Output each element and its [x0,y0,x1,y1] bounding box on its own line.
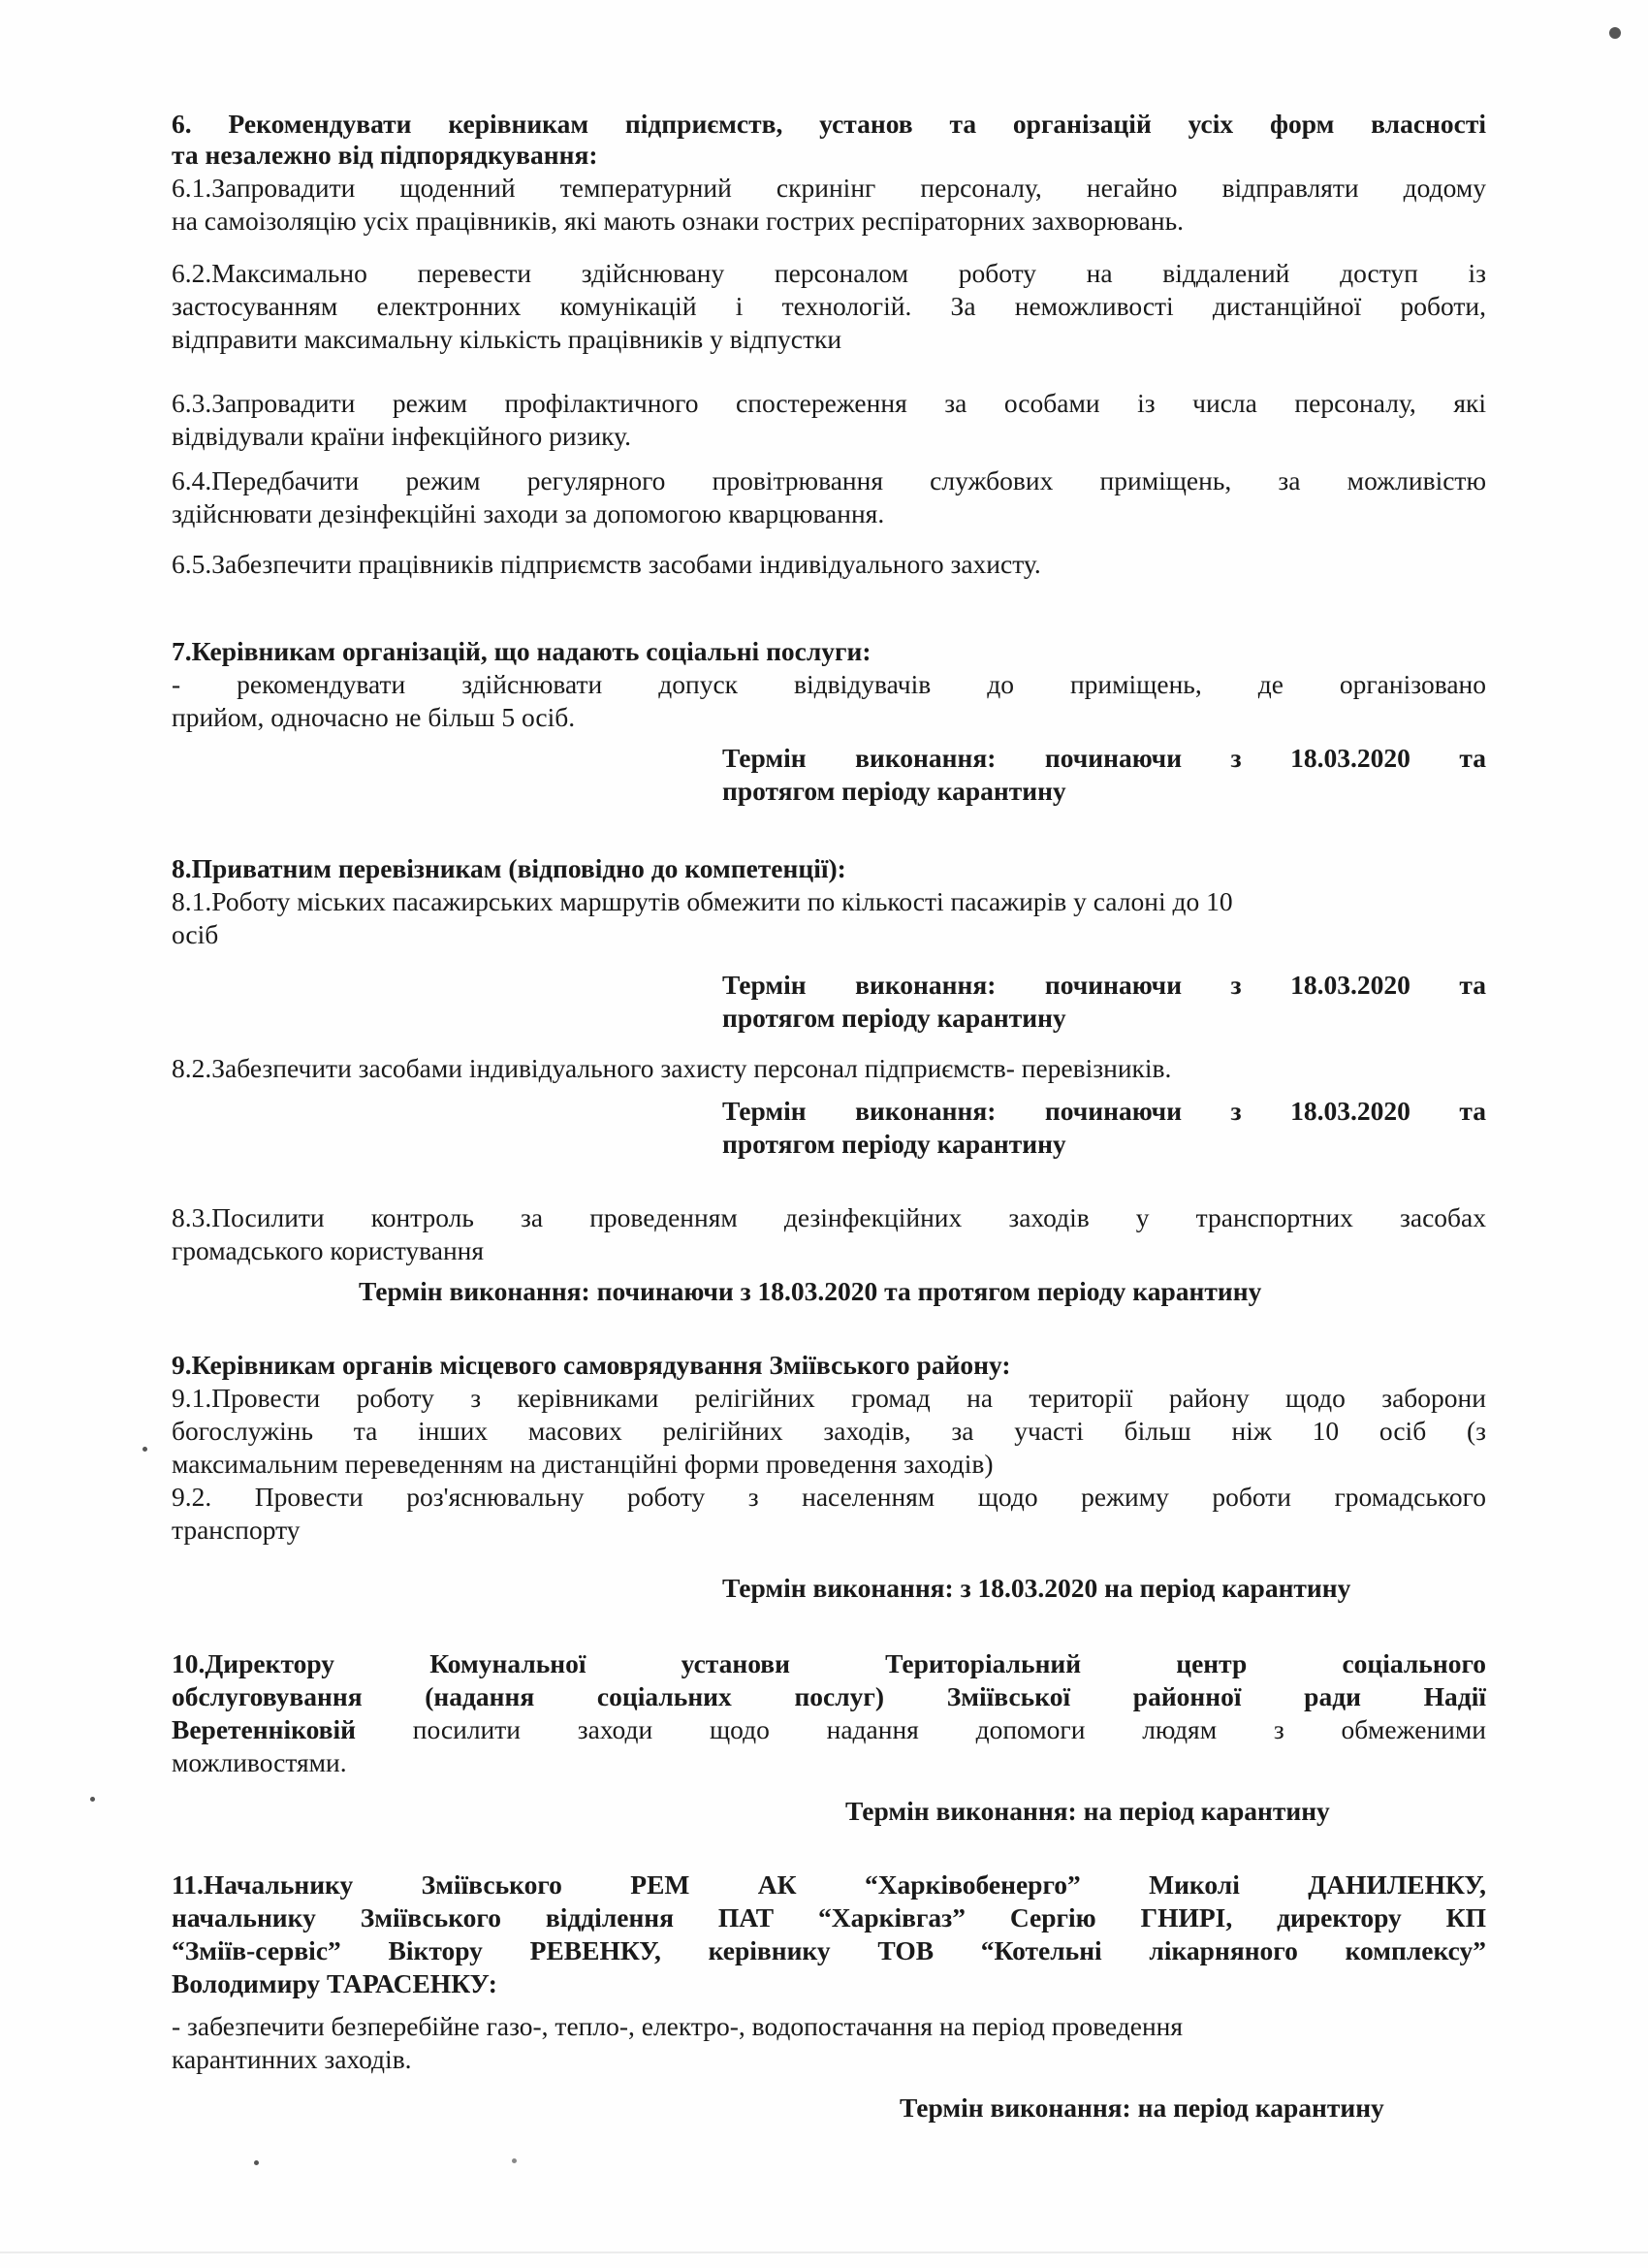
item-6-1-line-1: 6.1.Запровадити щоденний температурний скринінг персоналу, негайно відправляти додому [172,173,1486,203]
item-9-1-line-2: богослужінь та інших масових релігійних заходів, за участі більш ніж 10 осіб (з [172,1416,1486,1446]
item-8-3-line-1: 8.3.Посилити контроль за проведенням дезінфекційних заходів у транспортних засобах [172,1202,1486,1232]
item-6-5: 6.5.Забезпечити працівників підприємств засобами індивідуального захисту. [172,549,1041,579]
item-6-2-line-2: застосуванням електронних комунікацій і технологій. За неможливості дистанційної роботи, [172,291,1486,321]
item-8-2-deadline-line-2: протягом періоду карантину [722,1129,1066,1159]
item-6-3-line-1: 6.3.Запровадити режим профілактичного спостереження за особами із числа персоналу, які [172,388,1486,418]
section-7-deadline-line-2: протягом періоду карантину [722,776,1066,806]
scan-speck [512,2158,517,2163]
item-8-2: 8.2.Забезпечити засобами індивідуального захисту персонал підприємств- перевізників. [172,1053,1172,1083]
section-10-line-3-text: посилити заходи щодо надання допомоги людям з обмеженими [355,1714,1486,1744]
section-11-item-line-1: - забезпечити безперебійне газо-, тепло-, електро-, водопостачання на період проведення [172,2011,1184,2041]
section-11-item-line-2: карантинних заходів. [172,2044,412,2074]
section-11-line-3: “Зміїв-сервіс” Віктору РЕВЕНКУ, керівнику ТОВ “Котельні лікарняного комплексу” [172,1935,1486,1965]
item-7-line-2: прийом, одночасно не більш 5 осіб. [172,702,576,732]
scan-speck [254,2160,259,2165]
scan-speck [90,1797,95,1802]
item-6-2-line-3: відправити максимальну кількість працівників у відпустки [172,324,842,354]
item-8-1-line-2: осіб [172,919,219,949]
section-10-line-3 [172,1714,1486,1745]
section-8-heading: 8.Приватним перевізникам (відповідно до компетенції): [172,853,846,883]
section-11-line-4: Володимиру ТАРАСЕНКУ: [172,1968,497,1998]
section-10-line-4: можливостями. [172,1747,347,1777]
section-11-deadline: Термін виконання: на період карантину [900,2092,1384,2123]
item-8-1-deadline-line-1: Термін виконання: починаючи з 18.03.2020 та [722,970,1486,1000]
section-11-line-2: начальнику Зміївського відділення ПАТ “Харківгаз” Сергію ГНИРІ, директору КП [172,1902,1486,1933]
section-10-line-2: обслуговування (надання соціальних послуг) Зміївської районної ради Надії [172,1681,1486,1711]
section-7-heading: 7.Керівникам організацій, що надають соціальні послуги: [172,636,872,666]
section-9-heading: 9.Керівникам органів місцевого самоврядування Зміївського району: [172,1350,1011,1380]
item-8-3-deadline: Термін виконання: починаючи з 18.03.2020 та протягом періоду карантину [359,1276,1262,1306]
section-7-deadline-line-1: Термін виконання: починаючи з 18.03.2020 та [722,743,1486,773]
item-8-1-deadline-line-2: протягом періоду карантину [722,1003,1066,1033]
item-9-2-line-2: транспорту [172,1515,301,1545]
scan-speck [143,1447,147,1452]
item-9-1-line-3: максимальним переведенням на дистанційні форми проведення заходів) [172,1449,994,1479]
section-10-line-1: 10.Директору Комунальної установи Територіальний центр соціального [172,1648,1486,1678]
item-6-4-line-2: здійснювати дезінфекційні заходи за допомогою кварцювання. [172,498,885,528]
scan-speck [1609,27,1621,39]
item-8-2-deadline-line-1: Термін виконання: починаючи з 18.03.2020 та [722,1096,1486,1126]
scan-edge-line [0,2252,1648,2253]
item-6-3-line-2: відвідували країни інфекційного ризику. [172,421,632,451]
item-9-1-line-1: 9.1.Провести роботу з керівниками релігійних громад на території району щодо заборони [172,1383,1486,1413]
recipient-name: Веретенніковій [172,1714,356,1744]
item-8-3-line-2: громадського користування [172,1235,485,1265]
item-6-1-line-2: на самоізоляцію усіх працівників, які мають ознаки гострих респіраторних захворювань. [172,206,1184,236]
section-10-deadline: Термін виконання: на період карантину [845,1796,1330,1826]
item-9-2-line-1: 9.2. Провести роз'яснювальну роботу з населенням щодо режиму роботи громадського [172,1482,1486,1512]
item-6-2-line-1: 6.2.Максимально перевести здійснювану персоналом роботу на віддалений доступ із [172,258,1486,288]
item-7-line-1: - рекомендувати здійснювати допуск відвідувачів до приміщень, де організовано [172,669,1486,699]
section-11-line-1: 11.Начальнику Зміївського РЕМ АК “Харківобенерго” Миколі ДАНИЛЕНКУ, [172,1869,1486,1900]
item-6-4-line-1: 6.4.Передбачити режим регулярного провітрювання службових приміщень, за можливістю [172,465,1486,495]
section-6-heading-line-1: 6. Рекомендувати керівникам підприємств, установ та організацій усіх форм власності [172,109,1486,139]
section-9-deadline: Термін виконання: з 18.03.2020 на період карантину [722,1573,1351,1603]
section-6-heading-line-2: та незалежно від підпорядкування: [172,140,598,170]
item-8-1-line-1: 8.1.Роботу міських пасажирських маршрутів обмежити по кількості пасажирів у салоні до 10 [172,886,1233,916]
